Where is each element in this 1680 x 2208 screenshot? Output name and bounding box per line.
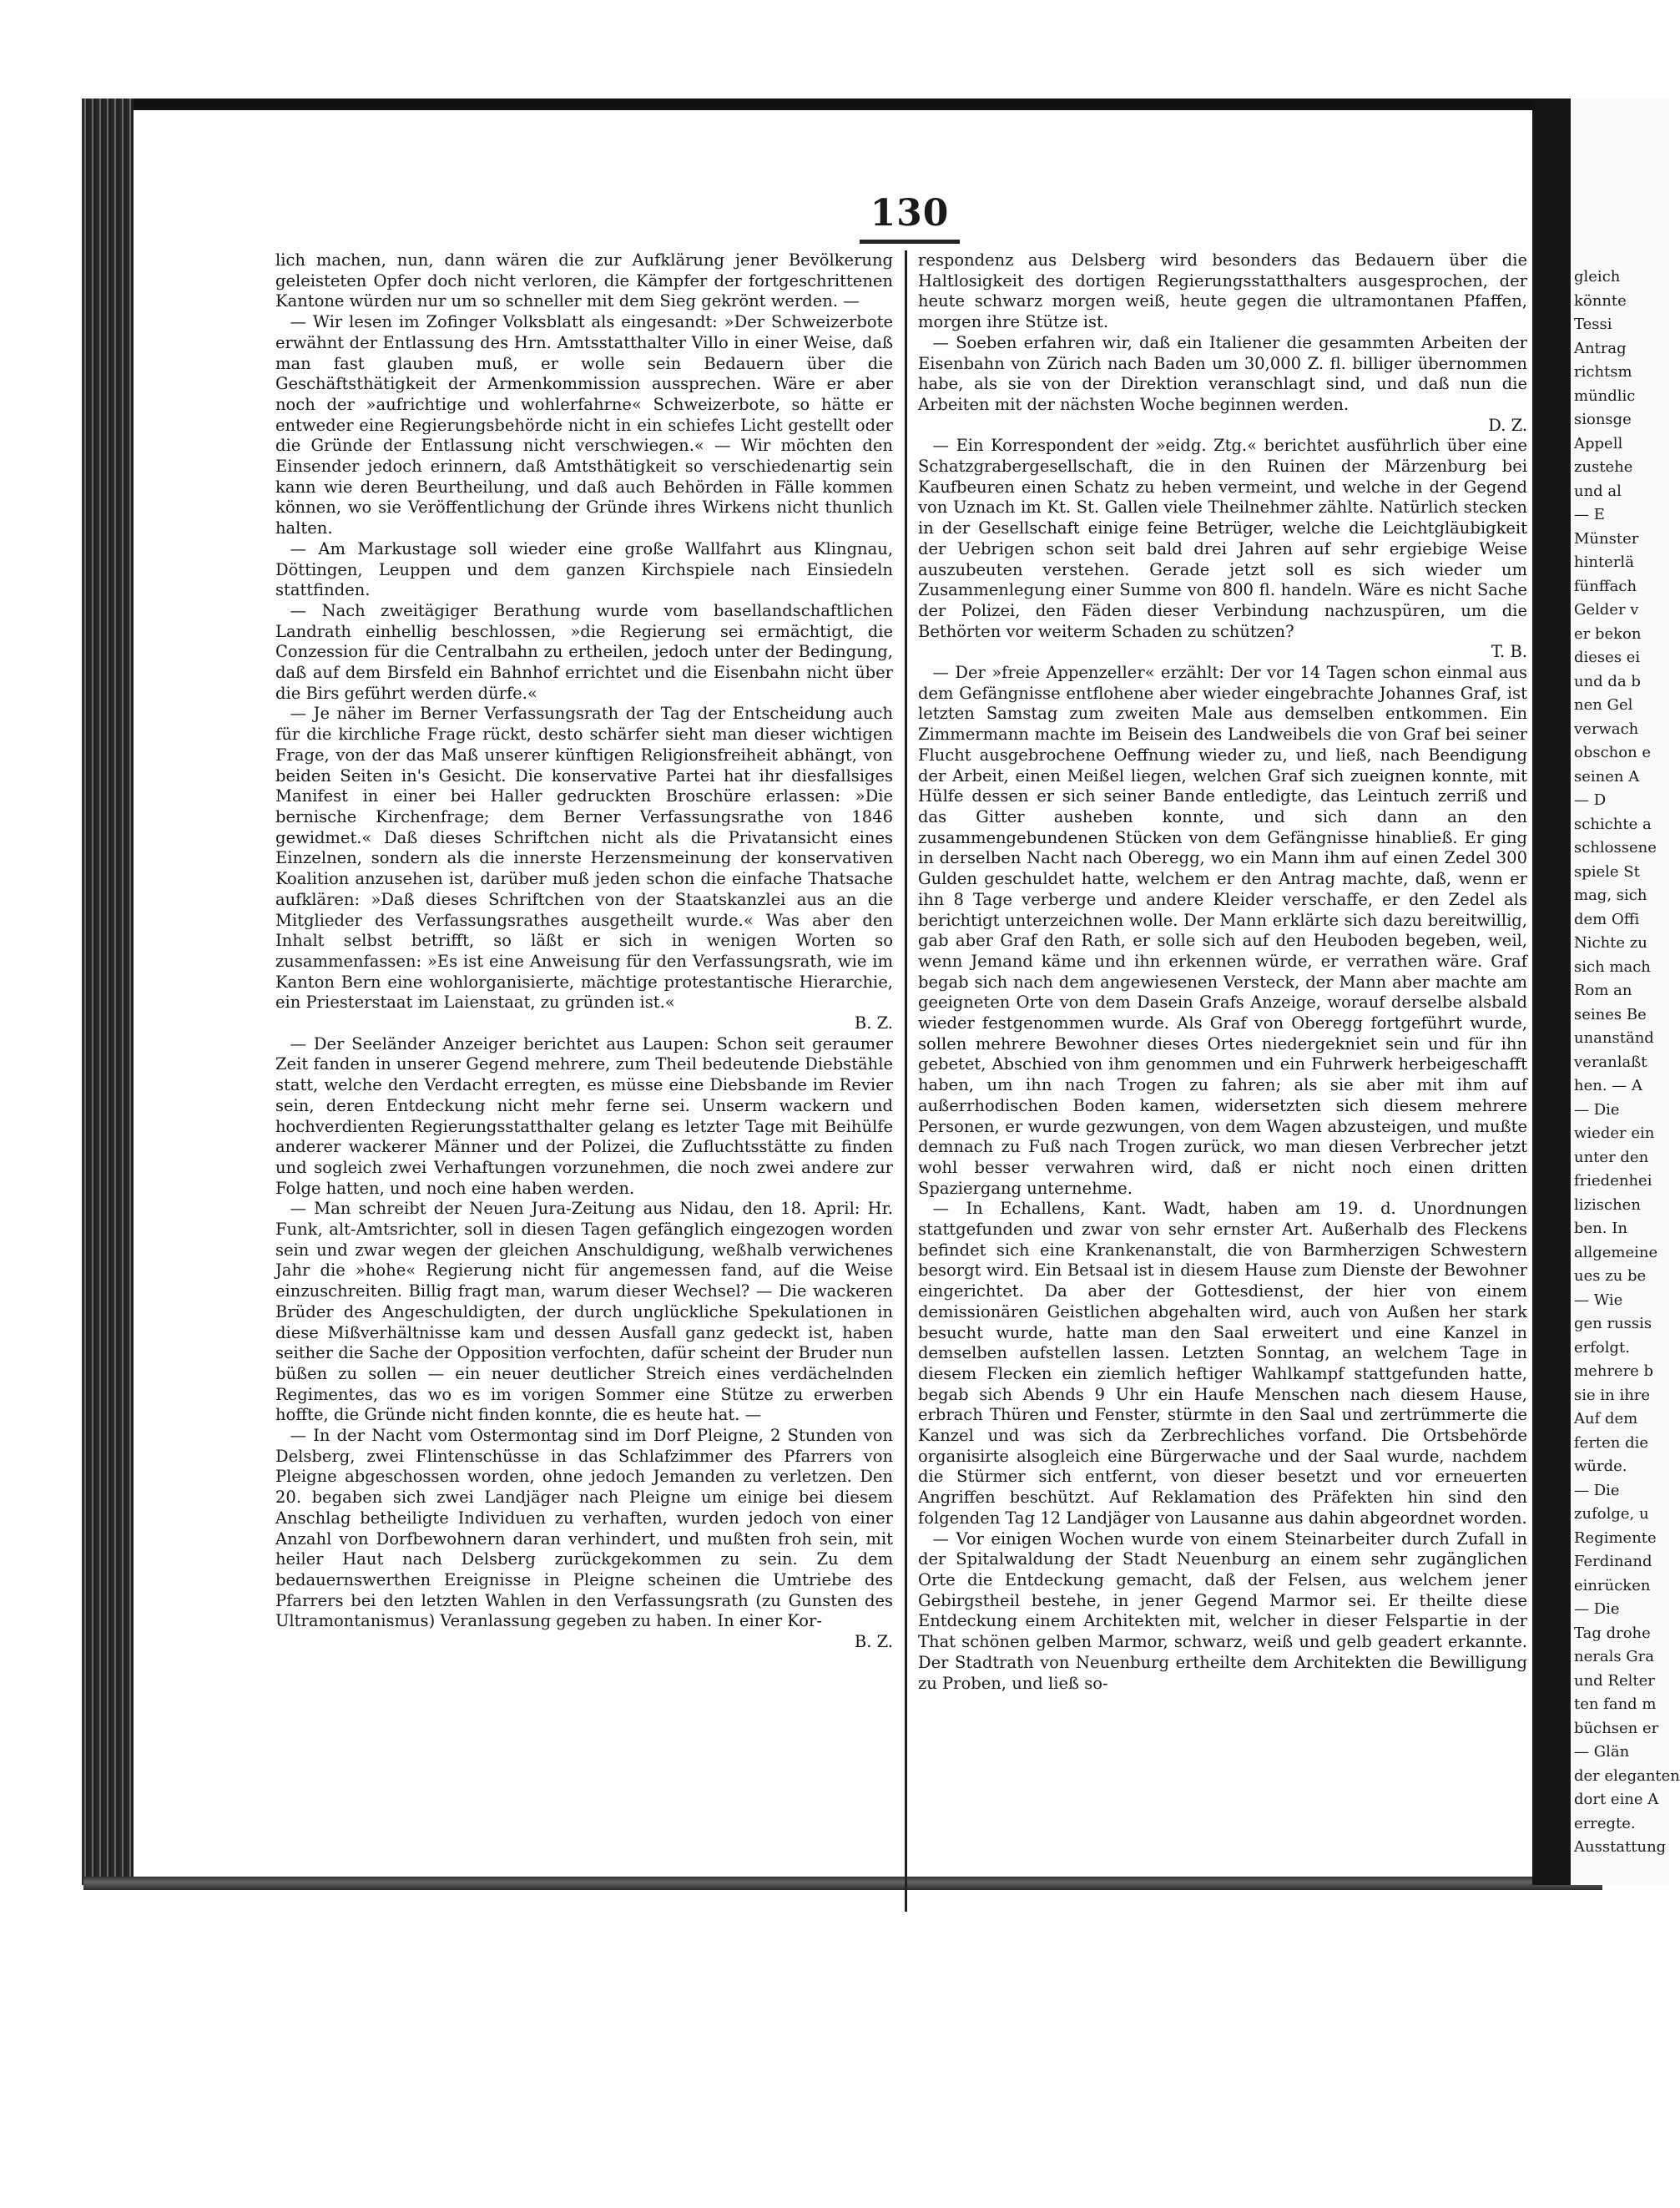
- next-page-fragment: — Die: [1574, 1600, 1620, 1618]
- next-page-fragment: ferten die: [1574, 1433, 1649, 1452]
- next-page-fragment: schlossene: [1574, 839, 1657, 856]
- next-page-fragment: richtsm: [1574, 363, 1632, 381]
- next-page-fragment: zustehe: [1574, 458, 1633, 476]
- page-number-rule: [860, 240, 960, 244]
- next-page-fragment: sich mach: [1574, 957, 1651, 976]
- next-page-fragment: wieder ein: [1574, 1124, 1655, 1142]
- next-page-fragment: Appell: [1574, 434, 1623, 452]
- article-paragraph: — Man schreibt der Neuen Jura-Zeitung aus Nidau, den 18. April: Hr. Funk, alt-Amtsrichter, soll in diesen Tagen gefänglich eingezogen worden sein und zwar wegen der gleichen Anschuldigung, weßhalb verwichenes Jahr die »hohe« Regierung nicht für angemessen fand, auf die Weise einzuschreiten. Billig fragt man, warum dieser Wechsel? — Die wackeren Brüder des Angeschuldigten, der durch unglückliche Spekulationen in diese Mißverhältnisse kam und dessen Ausfall ganz gedeckt ist, haben seither die Sache der Opposition verfochten, dafür scheint der Bruder nun büßen zu sollen — ein neuer deutlicher Streich eines verdächelnden Regimentes, das wo es im vorigen Sommer eine Stütze zu erwerben hoffte, die Gründe nicht finden konnte, die es heute hat. —: [275, 1199, 893, 1425]
- next-page-fragment: gleich: [1574, 268, 1621, 285]
- next-page-fragment: unter den: [1574, 1148, 1649, 1166]
- book-gutter-right: [1532, 99, 1571, 1885]
- next-page-fragment: Ausstattung: [1574, 1838, 1667, 1856]
- next-page-fragment: friedenhei: [1574, 1172, 1652, 1190]
- next-page-fragment: Tag drohe: [1574, 1624, 1651, 1642]
- next-page-fragment: Regimente: [1574, 1528, 1657, 1547]
- next-page-fragment: — Die: [1574, 1481, 1620, 1499]
- article-signature: D. Z.: [1488, 415, 1527, 435]
- article-paragraph: — Vor einigen Wochen wurde von einem Steinarbeiter durch Zufall in der Spitalwaldung der Stadt Neuenburg an einem sehr zugänglichen Orte die Entdeckung gemacht, daß der Felsen, aus welchem jener Gebirgstheil bestehe, in jener Gegend Marmor sei. Er theilte diese Entdeckung einem Architekten mit, welcher in dieser Felspartie in der That schönen gelben Marmor, schwarz, weiß und gelb geadert erkannte. Der Stadtrath von Neuenburg ertheilte dem Architekten die Bewilligung zu Proben, und ließ so-: [918, 1528, 1527, 1693]
- article-paragraph: — Wir lesen im Zofinger Volksblatt als eingesandt: »Der Schweizerbote erwähnt der Entlassung des Hrn. Amtsstatthalter Villo in einer Weise, daß man fast glauben muß, er wolle sein Bedauern über die Geschäftsthätigkeit der Armenkommission aussprechen. Wäre er aber noch der »aufrichtige und wohlerfahrne« Schweizerbote, so hätte er entweder eine Regierungsbehörde nicht in ein schiefes Licht gestellt oder die Gründe der Entlassung nicht verschwiegen.« — Wir möchten den Einsender jedoch erinnern, daß Amtsthätigkeit so verschiedenartig sein kann wie deren Beurtheilung, und daß auch Behörden in Fälle kommen können, wo sie Veröffentlichung der Gründe ihres Wirkens nicht thunlich halten.: [275, 312, 893, 538]
- article-paragraph: — Nach zweitägiger Berathung wurde vom basellandschaftlichen Landrath einhellig beschlossen, »die Regierung sei ermächtigt, die Conzession für die Centralbahn zu ertheilen, jedoch unter der Bedingung, daß auf dem Birsfeld ein Bahnhof errichtet und die Eisenbahn nicht über die Birs geführt werden dürfe.«: [275, 600, 893, 703]
- scan-frame-top: [83, 99, 1602, 110]
- next-page-fragment: mag, sich: [1574, 887, 1647, 904]
- next-page-fragment: sie in ihre: [1574, 1386, 1651, 1404]
- next-page-fragment: ues zu be: [1574, 1267, 1647, 1285]
- next-page-fragment: und al: [1574, 482, 1622, 500]
- next-page-fragment: ten fand m: [1574, 1695, 1657, 1713]
- next-page-fragment: ben. In: [1574, 1220, 1627, 1237]
- next-page-fragment: verwach: [1574, 720, 1639, 738]
- next-page-fragment: schichte a: [1574, 815, 1652, 833]
- next-page-fragment: seinen A: [1574, 767, 1640, 786]
- next-page-fragment: und Relter: [1574, 1671, 1655, 1690]
- next-page-fragment: erregte.: [1574, 1814, 1636, 1832]
- next-page-fragment: mehrere b: [1574, 1362, 1654, 1380]
- article-paragraph: — Soeben erfahren wir, daß ein Italiener die gesammten Arbeiten der Eisenbahn von Zürich nach Baden um 30,000 Z. fl. billiger übernommen habe, als sie von der Direktion veranschlagt sind, und daß nun die Arbeiten mit der nächsten Woche beginnen werden.: [918, 332, 1527, 414]
- next-page-fragment: einrücken: [1574, 1576, 1651, 1594]
- next-page-fragment: Gelder v: [1574, 601, 1639, 619]
- right-column: [918, 250, 1527, 1912]
- next-page-fragment: — E: [1574, 506, 1605, 523]
- next-page-fragment: und da b: [1574, 672, 1641, 690]
- article-paragraph: — Am Markustage soll wieder eine große Wallfahrt aus Klingnau, Döttingen, Leuppen und dem ganzen Kirchspiele nach Einsiedeln stattfinden.: [275, 538, 893, 600]
- next-page-fragment: erfolgt.: [1574, 1338, 1630, 1357]
- next-page-fragment: Rom an: [1574, 982, 1632, 999]
- article-signature: B. Z.: [854, 1013, 893, 1033]
- next-page-fragment: dieses ei: [1574, 649, 1641, 666]
- next-page-fragment: der eleganten: [1574, 1766, 1680, 1785]
- next-page-fragment: — Die: [1574, 1100, 1620, 1119]
- book-binding-left: [82, 99, 134, 1885]
- next-page-fragment: Tessi: [1574, 316, 1612, 333]
- column-divider: [905, 250, 907, 1912]
- article-paragraph: respondenz aus Delsberg wird besonders das Bedauern über die Haltlosigkeit des dortigen Regierungsstatthalters ausgesprochen, der heute schwarz morgen weiß, heute gegen die ultramontanen Pfaffen, morgen ihre Stütze ist.: [918, 250, 1527, 332]
- article-paragraph: — Der Seeländer Anzeiger berichtet aus Laupen: Schon seit geraumer Zeit fanden in unserer Gegend mehrere, zum Theil bedeutende Diebstähle statt, welche den Verdacht erregten, es müsse eine Diebsbande im Revier sein, deren Entdeckung nicht mehr ferne sei. Unserm wackern und hochverdienten Regierungsstatthalter gelang es letzter Tage mit Beihülfe anderer wackerer Männer und der Polizei, die Zufluchtsstätte zu finden und sogleich zwei Verhaftungen vorzunehmen, die noch zwei andere zur Folge hatten, und noch eine haben werden.: [275, 1033, 893, 1198]
- next-page-fragment: — Wie: [1574, 1291, 1623, 1309]
- next-page-fragment: Münster: [1574, 529, 1639, 548]
- next-page-fragment: unanständ: [1574, 1029, 1654, 1047]
- next-page-fragment: nen Gel: [1574, 696, 1633, 714]
- article-paragraph: — In Echallens, Kant. Wadt, haben am 19. d. Unordnungen stattgefunden und zwar von sehr ernster Art. Außerhalb des Fleckens befindet sich eine Krankenanstalt, die von Barmherzigen Schwestern besorgt wird. Ein Betsaal ist in diesem Hause zum Dienste der Bewohner eingerichtet. Da aber der Gottesdienst, der hier von einem demissionären Geistlichen abgehalten wird, auch von Außen her stark besucht wurde, hatte man den Saal erweitert und eine Kanzel in demselben aufstellen lassen. Letzten Sonntag, an welchem Tage in diesem Flecken ein ziemlich heftiger Wahlkampf stattgefunden hatte, begab sich Abends 9 Uhr ein Haufe Menschen nach diesem Hause, erbrach Thüren und Fenster, stürmte in den Saal und zertrümmerte die Kanzel und was sich da Zerbrechliches vorfand. Die Ortsbehörde organisirte alsogleich eine Bürgerwache und der Saal wurde, nachdem die Stürmer sich entfernt, von dieser besetzt und vor erneuerten Angriffen beschützt. Auf Reklamation des Präfekten hin sind den folgenden Tag 12 Landjäger von Lausanne aus dahin abgeordnet worden.: [918, 1199, 1527, 1528]
- next-page-fragment: gen russis: [1574, 1315, 1652, 1332]
- next-page-fragment: nerals Gra: [1574, 1648, 1655, 1665]
- next-page-fragment: er bekon: [1574, 624, 1642, 643]
- next-page-fragment: fünffach: [1574, 577, 1637, 595]
- next-page-fragment: — Glän: [1574, 1743, 1630, 1761]
- next-page-fragment: könnte: [1574, 291, 1627, 310]
- next-page-fragment: büchsen er: [1574, 1719, 1659, 1737]
- article-paragraph: lich machen, nun, dann wären die zur Aufklärung jener Bevölkerung geleisteten Opfer doch nicht verloren, die Kämpfer der fortgeschrittenen Kantone würden nur um so schneller mit dem Sieg gekrönt werden. —: [275, 250, 893, 311]
- article-signature: T. B.: [1491, 642, 1527, 662]
- article-paragraph: — Der »freie Appenzeller« erzählt: Der vor 14 Tagen schon einmal aus dem Gefängnisse entflohene aber wieder eingebrachte Johannes Graf, ist letzten Samstag zum zweiten Male aus demselben entkommen. Ein Zimmermann machte im Beisein des Landweibels die von Graf bei seiner Flucht ausgebrochene Oeffnung wieder zu, und ließ, nach Beendigung der Arbeit, einen Meißel liegen, welchen Graf sich zueignen konnte, mit Hülfe dessen er sich seiner Bande entledigte, das Leintuch zerriß und das Gitter ausheben konnte, und sich dann an den zusammengebundenen Stücken von dem Gefängnisse hinabließ. Er ging in derselben Nacht nach Oberegg, wo ein Mann ihm auf einen Zedel 300 Gulden geschuldet hatte, welchem er den Antrag machte, daß, wenn er ihn 8 Tage verberge und andere Kleider verschaffe, er den Zedel als berichtigt unterzeichnen wolle. Der Mann erklärte sich dazu bereitwillig, gab aber Graf den Rath, er solle sich auf den Heuboden begeben, weil, wenn Jemand käme und ihn erkennen würde, er verrathen wäre. Graf begab sich nach dem angewiesenen Versteck, der Mann aber machte am geeigneten Orte von dem Dasein Grafs Anzeige, worauf derselbe alsbald wieder festgenommen wurde. Als Graf von Oberegg fortgeführt wurde, sollen mehrere Bewohner dieses Ortes niedergekniet sein und für ihn gebetet, Abschied von ihm genommen und ein Fuhrwerk herbeigeschafft haben, um ihn nach Trogen zu fahren; als sie aber mit ihm auf außerrhodischen Boden kamen, widersetzten sich diesem mehrere Personen, er wurde gezwungen, von dem Wagen abzusteigen, und mußte demnach zu Fuß nach Trogen zurück, wo man diesen Verbrecher jetzt wohl besser verwahren wird, daß er nicht noch einen dritten Spaziergang unternehme.: [918, 663, 1527, 1198]
- next-page-fragment: lizischen: [1574, 1195, 1641, 1214]
- next-page-fragment: Auf dem: [1574, 1410, 1638, 1427]
- page-number: 130: [870, 192, 950, 235]
- left-column: [275, 250, 893, 1912]
- next-page-fragment: obschon e: [1574, 744, 1652, 761]
- next-page-fragment: — D: [1574, 791, 1607, 809]
- next-page-fragment: mündlic: [1574, 387, 1636, 405]
- article-signature: B. Z.: [854, 1632, 893, 1652]
- next-page-fragment: hen. — A: [1574, 1077, 1643, 1094]
- next-page-fragment: dem Offi: [1574, 910, 1640, 928]
- next-page-fragment: dort eine A: [1574, 1791, 1659, 1808]
- next-page-fragment: allgemeine: [1574, 1243, 1658, 1261]
- next-page-edge: [1571, 99, 1680, 1885]
- article-paragraph: — Je näher im Berner Verfassungsrath der Tag der Entscheidung auch für die kirchliche Frage rückt, desto schärfer sieht man dieser wichtigen Frage, von der das Maß unserer künftigen Religionsfreiheit abhängt, von beiden Seiten in's Gesicht. Die konservative Partei hat ihr diesfallsiges Manifest in einer bei Haller gedruckten Broschüre erlassen: »Die bernische Kirchenfrage; dem Berner Verfassungsrathe von 1846 gewidmet.« Daß dieses Schriftchen nicht als die Privatansicht eines Einzelnen, sondern als die innerste Herzensmeinung der konservativen Koalition anzusehen ist, darüber muß jeden schon die einfache Thatsache aufklären: »Daß dieses Schriftchen von der Staatskanzlei aus an die Mitglieder des Verfassungsrathes ausgetheilt wurde.« Was aber den Inhalt selbst betrifft, so läßt er sich in wenigen Worten so zusammenfassen: »Es ist eine Anweisung für den Verfassungsrath, wie im Kanton Bern eine wohlorganisierte, mächtige protestantische Hierarchie, ein Priesterstaat im Laienstaat, zu gründen ist.«: [275, 704, 893, 1013]
- article-paragraph: — Ein Korrespondent der »eidg. Ztg.« berichtet ausführlich über eine Schatzgrabergesellschaft, die in den Ruinen der Märzenburg bei Kaufbeuren einen Schatz zu heben vermeint, und welche in der Gegend von Uznach im Kt. St. Gallen viele Theilnehmer zählte. Natürlich stecken in der Gesellschaft einige feine Betrüger, welche die Leichtgläubigkeit der Uebrigen schon seit bald drei Jahren auf sehr ergiebige Weise auszubeuten verstehen. Gerade jetzt soll es sich wieder um Zusammenlegung einer Summe von 800 fl. handeln. Wäre es nicht Sache der Polizei, den Fäden dieser Verbindung nachzuspüren, um die Bethörten vor weiterm Schaden zu schützen?: [918, 436, 1527, 641]
- next-page-fragment: seines Be: [1574, 1005, 1647, 1023]
- next-page-fragment: veranlaßt: [1574, 1053, 1647, 1071]
- next-page-fragment: zufolge, u: [1574, 1505, 1649, 1523]
- next-page-fragment: sionsge: [1574, 411, 1632, 428]
- article-paragraph: — In der Nacht vom Ostermontag sind im Dorf Pleigne, 2 Stunden von Delsberg, zwei Flintenschüsse in das Schlafzimmer des Pfarrers von Pleigne abgeschossen worden, ohne jedoch Jemanden zu verletzen. Den 20. begaben sich zwei Landjäger nach Pleigne um einige bei diesem Anschlag betheiligte Individuen zu verhaften, wurden jedoch von einer Anzahl von Dorfbewohnern daran verhindert, und mußten froh sein, mit heiler Haut nach Delsberg zurückgekommen zu sein. Zu dem bedauernswerthen Ereignisse in Pleigne scheinen die Umtriebe des Pfarrers bei den letzten Wahlen in den Verfassungsrath (zu Gunsten des Ultramontanismus) Veranlassung gegeben zu haben. In einer Kor-: [275, 1426, 893, 1631]
- next-page-fragment: Antrag: [1574, 339, 1627, 357]
- next-page-fragment: hinterlä: [1574, 553, 1634, 571]
- next-page-fragment: spiele St: [1574, 862, 1640, 881]
- next-page-fragment: würde.: [1574, 1458, 1627, 1475]
- next-page-fragment: Ferdinand: [1574, 1553, 1652, 1570]
- next-page-fragment: Nichte zu: [1574, 934, 1647, 952]
